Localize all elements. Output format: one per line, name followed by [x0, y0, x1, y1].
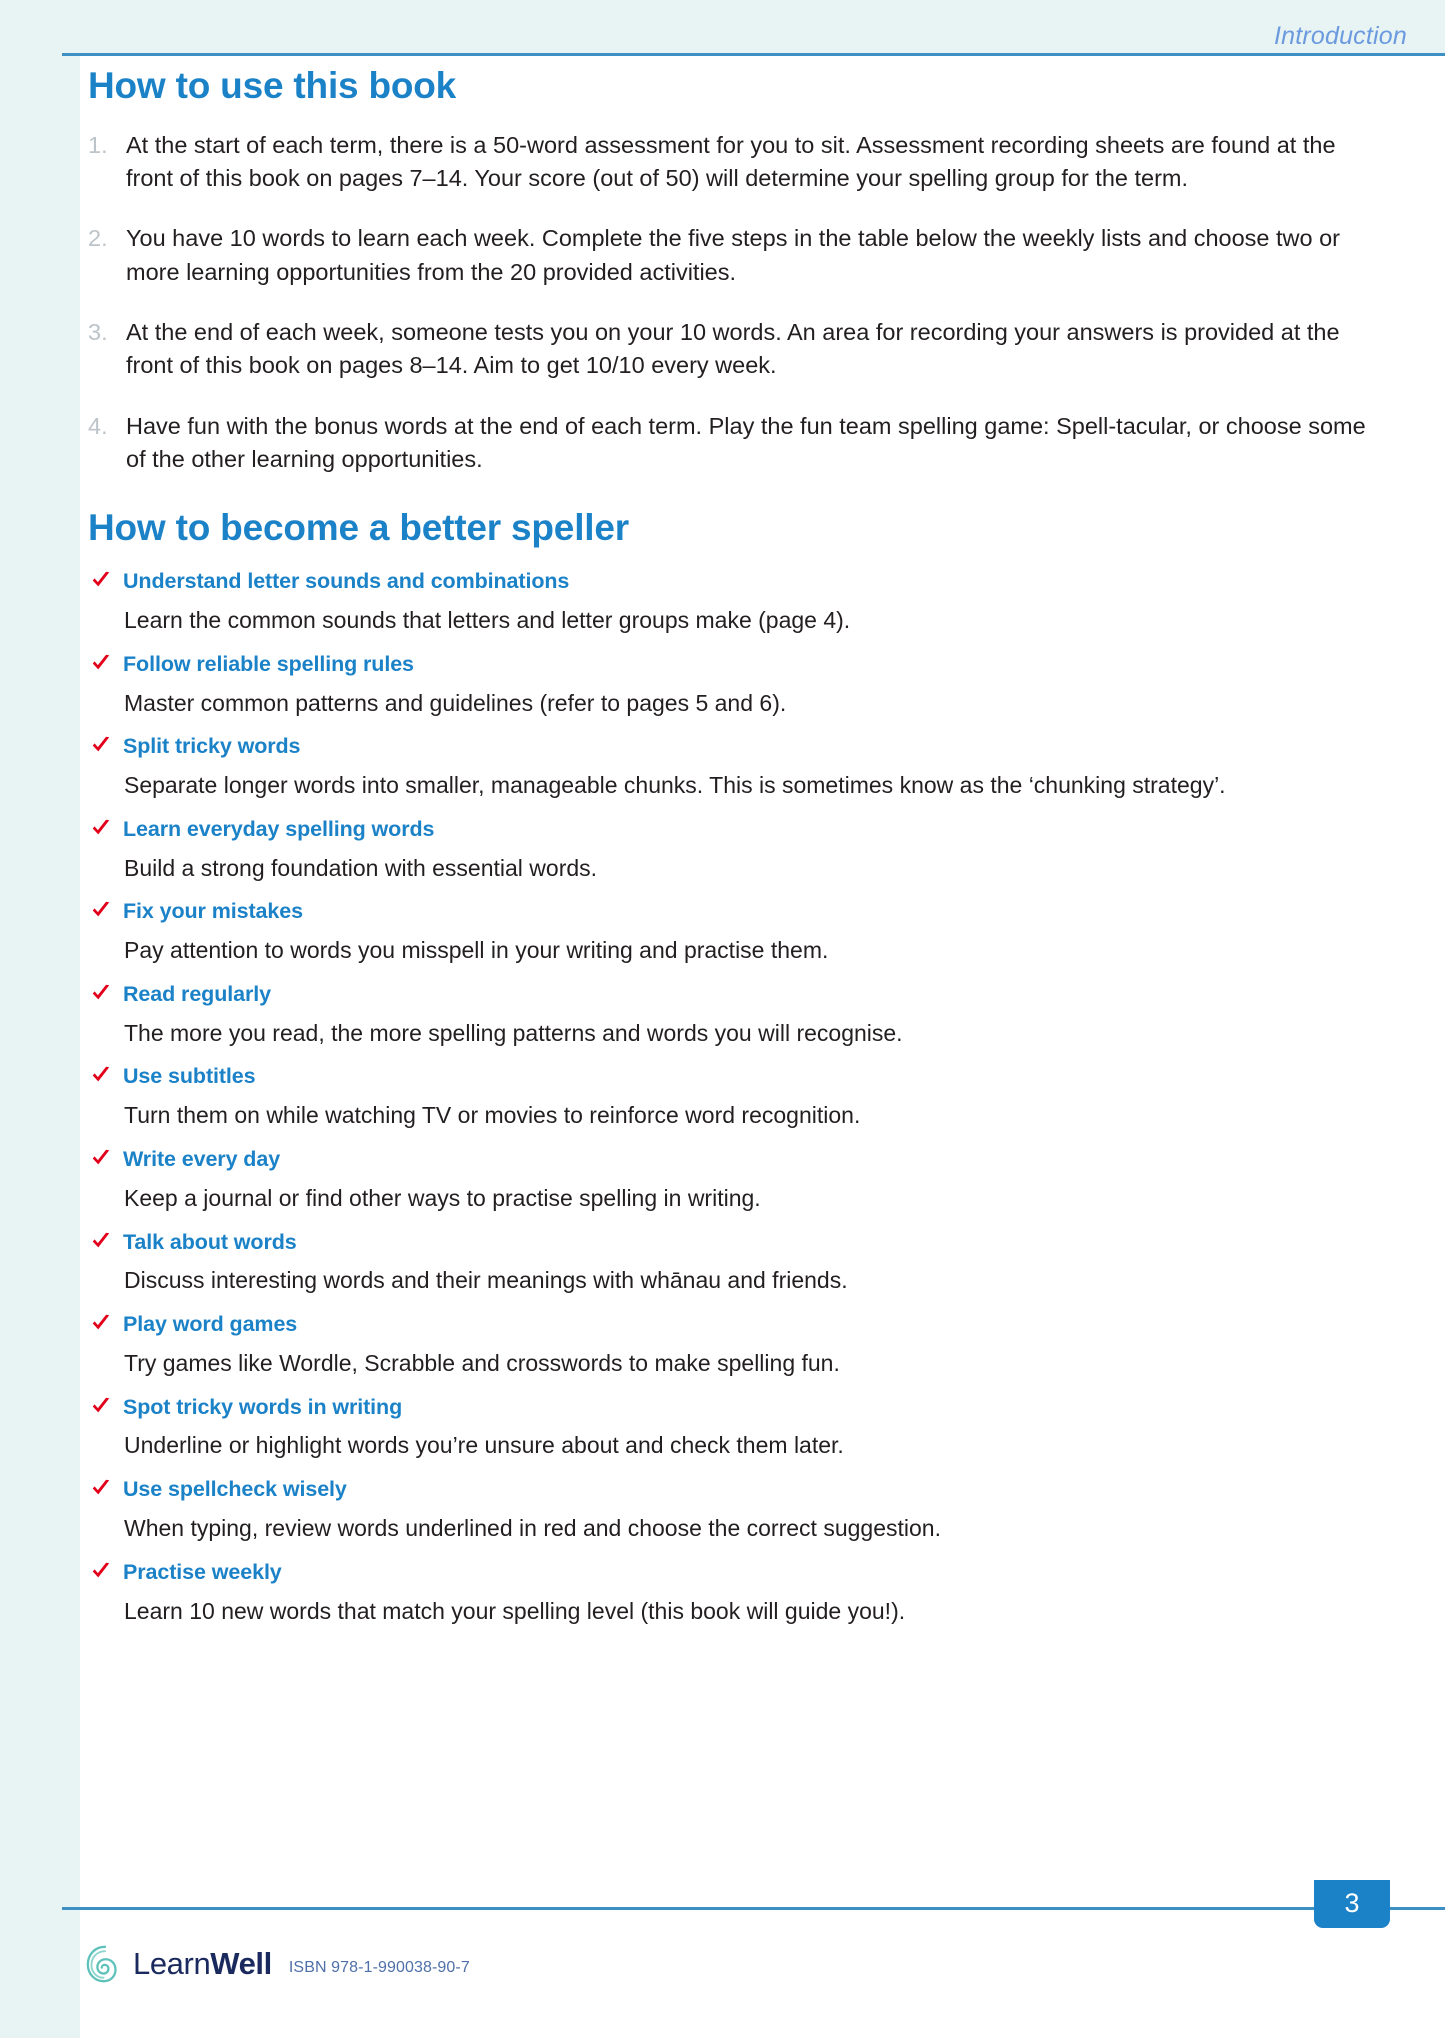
- list-item: [88, 1146, 1388, 1215]
- check-icon: [90, 1560, 112, 1582]
- list-item-description: Turn them on while watching TV or movies to reinforce word recognition.: [124, 1102, 861, 1129]
- list-item: [88, 1311, 1388, 1380]
- list-item-title: Learn everyday spelling words: [123, 816, 435, 841]
- list-item-title: Write every day: [123, 1146, 281, 1171]
- list-item-title: Practise weekly: [123, 1559, 282, 1584]
- list-item: [88, 1559, 1388, 1628]
- list-item: [88, 898, 1388, 967]
- list-item: [88, 1229, 1388, 1298]
- check-icon: [90, 1395, 112, 1417]
- list-item-description: Separate longer words into smaller, manageable chunks. This is sometimes know as the ‘chunking strategy’.: [124, 772, 1226, 799]
- better-speller-list: [88, 568, 1388, 1627]
- list-item: [88, 816, 1388, 885]
- list-item: [88, 129, 1388, 196]
- page-number-badge: 3: [1314, 1880, 1390, 1928]
- check-icon: [90, 1230, 112, 1252]
- list-item-description: Keep a journal or find other ways to practise spelling in writing.: [124, 1184, 761, 1211]
- list-item-number: 1.: [88, 131, 108, 158]
- check-icon: [90, 569, 112, 591]
- list-item: [88, 651, 1388, 720]
- list-item-title: Play word games: [123, 1312, 298, 1337]
- list-item-title: Read regularly: [123, 981, 271, 1006]
- check-icon: [90, 652, 112, 674]
- list-item-description: Build a strong foundation with essential words.: [124, 854, 598, 881]
- list-item-title: Use subtitles: [123, 1064, 256, 1089]
- list-item-title: Talk about words: [123, 1229, 297, 1254]
- list-item-title: Use spellcheck wisely: [123, 1477, 347, 1502]
- list-item-description: Learn the common sounds that letters and letter groups make (page 4).: [124, 607, 851, 634]
- list-item-description: When typing, review words underlined in red and choose the correct suggestion.: [124, 1514, 941, 1541]
- list-item-text: You have 10 words to learn each week. Complete the five steps in the table below the weekly lists and choose two or more learning opportunities from the 20 provided activities.: [126, 225, 1341, 285]
- list-item-title: Split tricky words: [123, 734, 301, 759]
- check-icon: [90, 1477, 112, 1499]
- check-icon: [90, 817, 112, 839]
- list-item: [88, 316, 1388, 383]
- list-item: [88, 981, 1388, 1050]
- list-item-description: Learn 10 new words that match your spelling level (this book will guide you!).: [124, 1597, 906, 1624]
- list-item-title: Fix your mistakes: [123, 899, 303, 924]
- check-icon: [90, 734, 112, 756]
- check-icon: [90, 982, 112, 1004]
- list-item-number: 3.: [88, 319, 108, 346]
- list-item-text: Have fun with the bonus words at the end of each term. Play the fun team spelling game: Spell-tacular, or choose some of the other learning opportunities.: [126, 412, 1366, 473]
- list-item-number: 2.: [88, 225, 108, 252]
- check-icon: [90, 1312, 112, 1334]
- list-item: [88, 568, 1388, 637]
- check-icon: [90, 1147, 112, 1169]
- section-title-better-speller: How to become a better speller: [88, 506, 629, 548]
- list-item: [88, 1476, 1388, 1545]
- check-icon: [90, 1064, 112, 1086]
- list-item-description: Pay attention to words you misspell in your writing and practise them.: [124, 937, 829, 964]
- brand-name-prefix: Learn: [133, 1946, 211, 1981]
- check-icon: [90, 899, 112, 921]
- footer-divider: [62, 1907, 1445, 1910]
- how-to-use-list: [88, 129, 1388, 477]
- list-item-text: At the end of each week, someone tests you on your 10 words. An area for recording your answers is provided at the front of this book on pages 8–14. Aim to get 10/10 every week.: [126, 319, 1340, 379]
- footer-brand: [84, 1943, 470, 1985]
- list-item-text: At the start of each term, there is a 50-word assessment for you to sit. Assessment recording sheets are found at the front of this book on pages 7–14. Your score (out of 50) will determine your spelling group for the term.: [126, 131, 1336, 192]
- list-item-title: Spot tricky words in writing: [123, 1394, 403, 1419]
- list-item: [88, 733, 1388, 802]
- page-content: [88, 66, 1388, 1627]
- list-item-description: Underline or highlight words you’re unsure about and check them later.: [124, 1432, 844, 1459]
- learnwell-koru-logo-icon: [84, 1943, 126, 1985]
- isbn-text: ISBN 978-1-990038-90-7: [288, 1958, 470, 1976]
- list-item: [88, 1063, 1388, 1132]
- list-item-description: Master common patterns and guidelines (refer to pages 5 and 6).: [124, 689, 787, 716]
- header-section-label: Introduction: [1273, 22, 1407, 50]
- section-title-how-to-use: How to use this book: [88, 65, 457, 106]
- list-item: [88, 410, 1388, 477]
- page-header: [0, 0, 1445, 55]
- brand-name-suffix: Well: [210, 1946, 272, 1981]
- brand-name: [133, 1946, 272, 1982]
- list-item-description: Discuss interesting words and their meanings with whānau and friends.: [124, 1267, 848, 1294]
- list-item-number: 4.: [88, 412, 108, 439]
- list-item: [88, 222, 1388, 289]
- list-item-description: Try games like Wordle, Scrabble and crosswords to make spelling fun.: [124, 1349, 840, 1376]
- header-divider: [62, 53, 1445, 56]
- list-item-title: Follow reliable spelling rules: [123, 651, 414, 676]
- list-item: [88, 1394, 1388, 1463]
- list-item-title: Understand letter sounds and combinations: [123, 569, 570, 594]
- list-item-description: The more you read, the more spelling patterns and words you will recognise.: [124, 1019, 903, 1046]
